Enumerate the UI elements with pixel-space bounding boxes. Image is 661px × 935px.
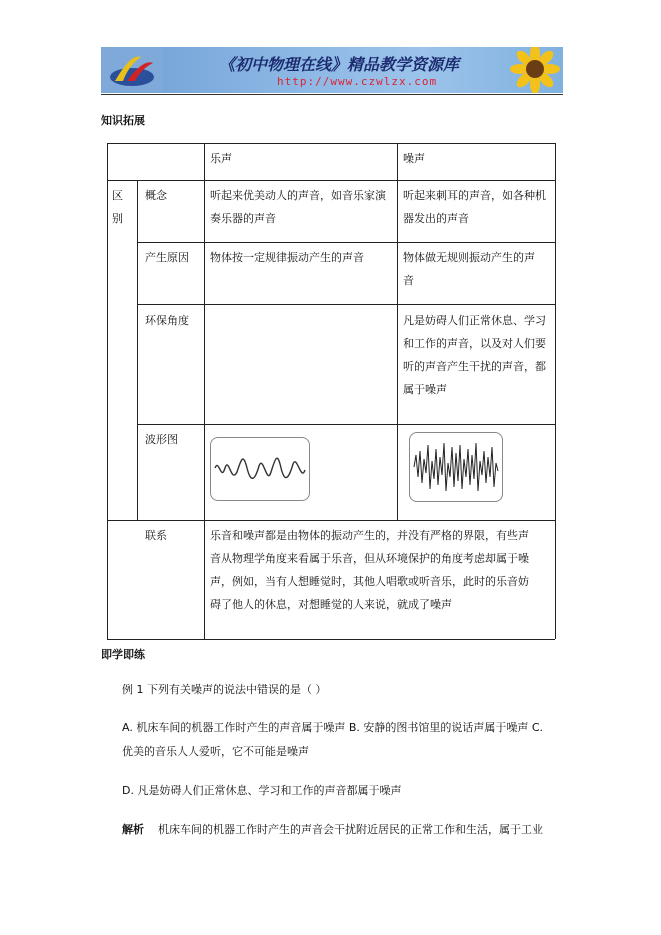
concept-zaosheng: 听起来刺耳的声音，如各种机 器发出的声音 [403, 189, 546, 225]
musical-tone-waveform-icon [210, 437, 310, 501]
analysis-text: 机床车间的机器工作时产生的声音会干扰附近居民的正常工作和生活，属于工业 [158, 823, 543, 836]
group-label-qu: 区 [112, 189, 123, 202]
col-header-yuesheng: 乐声 [210, 152, 232, 165]
option-d: D. 凡是妨碍人们正常休息、学习和工作的声音都属于噪声 [122, 784, 402, 797]
noise-waveform-icon [409, 432, 503, 502]
section-heading-practice: 即学即练 [101, 648, 145, 661]
row-label-cause: 产生原因 [145, 251, 189, 264]
cause-yuesheng: 物体按一定规律振动产生的声音 [210, 251, 364, 264]
group-label-bie: 别 [112, 212, 123, 225]
col-header-zaosheng: 噪声 [403, 152, 425, 165]
analysis-label: 解析 [122, 823, 144, 836]
row-label-waveform: 波形图 [145, 433, 178, 446]
concept-yuesheng: 听起来优美动人的声音，如音乐家演 奏乐器的声音 [210, 189, 386, 225]
cause-zaosheng: 物体做无规则振动产生的声 音 [403, 251, 535, 287]
banner-url: http://www.czwlzx.com [277, 75, 438, 88]
environment-zaosheng: 凡是妨碍人们正常休息、学习 和工作的声音，以及对人们要 听的声音产生干扰的声音，都 属于噪声 [403, 314, 546, 396]
option-a-b-c: A. 机床车间的机器工作时产生的声音属于噪声 B. 安静的图书馆里的说话声属于噪声 C. [122, 721, 544, 734]
section-heading-knowledge: 知识拓展 [101, 114, 145, 127]
banner-title: 《初中物理在线》精品教学资源库 [219, 55, 460, 74]
option-c-continued: 优美的音乐人人爱听，它不可能是噪声 [122, 745, 309, 758]
example-question: 例 1 下列有关噪声的说法中错误的是（ ） [122, 683, 327, 696]
row-label-environment: 环保角度 [145, 314, 189, 327]
row-label-concept: 概念 [145, 189, 167, 202]
row-label-relation: 联系 [145, 529, 167, 542]
relation-text: 乐音和噪声都是由物体的振动产生的，并没有严格的界限，有些声 音从物理学角度来看属于乐音，但从环境保护的角度考虑却属于噪 声，例如，当有人想睡觉时，其他人唱歌或听音乐，此时的乐音妨 碍了他人的休息，对想睡觉的人来说，就成了噪声 [210, 529, 529, 611]
